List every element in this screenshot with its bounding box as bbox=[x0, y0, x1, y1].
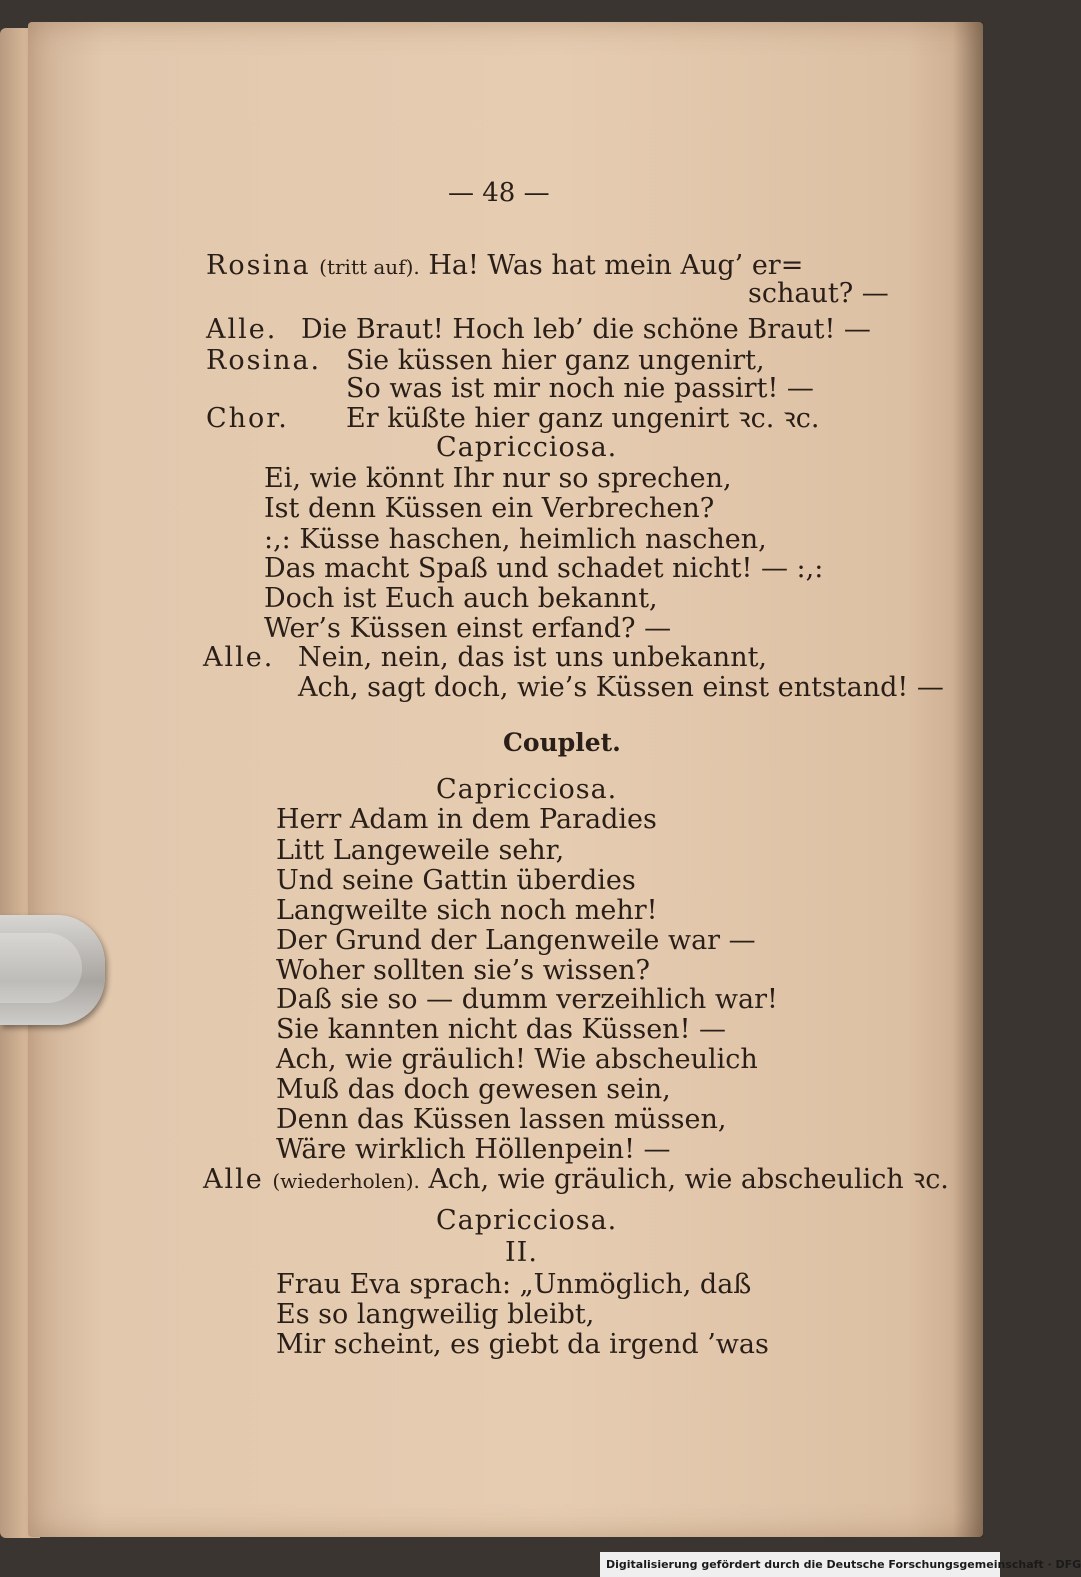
dialogue-text: Nein, nein, das ist uns unbekannt, bbox=[298, 642, 768, 673]
dialogue-line: So was ist mir noch nie passirt! — bbox=[346, 373, 814, 404]
verse-line: Denn das Küssen lassen müssen, bbox=[276, 1104, 727, 1135]
verse-line: Und seine Gattin überdies bbox=[276, 865, 636, 896]
verse-line: Ei, wie könnt Ihr nur so sprechen, bbox=[264, 463, 732, 494]
speaker-name: Chor. bbox=[206, 403, 289, 434]
verse-line: Doch ist Euch auch bekannt, bbox=[264, 583, 658, 614]
speaker-name: Alle. bbox=[206, 314, 278, 345]
couplet-title: Couplet. bbox=[503, 728, 621, 757]
verse-line: Sie kannten nicht das Küssen! — bbox=[276, 1014, 726, 1045]
dialogue-line bbox=[203, 642, 767, 674]
speaker-name: Rosina bbox=[206, 250, 311, 281]
verse-line: Muß das doch gewesen sein, bbox=[276, 1074, 671, 1105]
verse-line: Frau Eva sprach: „Unmöglich, daß bbox=[276, 1269, 752, 1300]
dialogue-text: Die Braut! Hoch leb’ die schöne Braut! — bbox=[301, 314, 871, 345]
verse-line: Der Grund der Langenweile war — bbox=[276, 925, 756, 956]
verse-line: Ach, sagt doch, wie’s Küssen einst entstand! — bbox=[298, 672, 944, 703]
verse-number: II. bbox=[505, 1237, 538, 1268]
dialogue-line: schaut? — bbox=[748, 278, 889, 309]
dialogue-text: Er küßte hier ganz ungenirt ꝛc. ꝛc. bbox=[346, 403, 820, 434]
character-heading: Capricciosa. bbox=[436, 774, 618, 805]
page-number: — 48 — bbox=[448, 178, 550, 208]
verse-line: Das macht Spaß und schadet nicht! — :,: bbox=[264, 553, 824, 584]
stage-direction: (wiederholen). bbox=[272, 1169, 420, 1193]
verse-line: Ach, wie gräulich! Wie abscheulich bbox=[276, 1044, 758, 1075]
verse-line: Langweilte sich noch mehr! bbox=[276, 895, 658, 926]
verse-line: Wer’s Küssen einst erfand? — bbox=[264, 613, 672, 644]
page-clip-tab bbox=[0, 915, 105, 1025]
page-text bbox=[28, 22, 983, 1537]
character-heading: Capricciosa. bbox=[436, 432, 618, 463]
verse-line: Woher sollten sie’s wissen? bbox=[276, 955, 651, 986]
dialogue-text: Sie küssen hier ganz ungenirt, bbox=[346, 345, 765, 376]
dialogue-line bbox=[203, 1164, 949, 1197]
verse-line: Litt Langeweile sehr, bbox=[276, 835, 565, 866]
verse-line: Herr Adam in dem Paradies bbox=[276, 804, 657, 835]
dialogue-text: Ha! Was hat mein Aug’ er= bbox=[428, 250, 804, 281]
dialogue-line bbox=[206, 403, 819, 435]
speaker-name: Rosina. bbox=[206, 345, 322, 376]
book-page bbox=[28, 22, 983, 1537]
verse-line: Wäre wirklich Höllenpein! — bbox=[276, 1134, 671, 1165]
digitization-footer: Digitalisierung gefördert durch die Deutsche Forschungsgemeinschaft · DFG bbox=[600, 1552, 1000, 1577]
verse-line: Ist denn Küssen ein Verbrechen? bbox=[264, 493, 715, 524]
stage-direction: (tritt auf). bbox=[319, 255, 420, 279]
verse-line: Daß sie so — dumm verzeihlich war! bbox=[276, 984, 778, 1015]
speaker-name: Alle. bbox=[203, 642, 275, 673]
dialogue-line bbox=[206, 250, 803, 283]
verse-line: :,: Küsse haschen, heimlich naschen, bbox=[264, 524, 767, 555]
character-heading: Capricciosa. bbox=[436, 1205, 618, 1236]
verse-line: Es so langweilig bleibt, bbox=[276, 1299, 595, 1330]
speaker-name: Alle bbox=[203, 1164, 264, 1195]
dialogue-line bbox=[206, 314, 871, 346]
verse-line: Mir scheint, es giebt da irgend ’was bbox=[276, 1329, 769, 1360]
dialogue-text: Ach, wie gräulich, wie abscheulich ꝛc. bbox=[428, 1164, 949, 1195]
